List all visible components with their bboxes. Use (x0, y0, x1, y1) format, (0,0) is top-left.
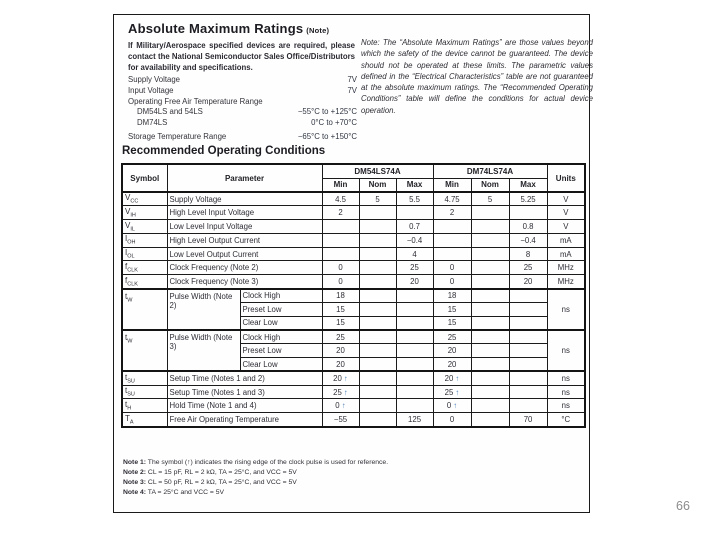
rising-edge-arrow: ↑ (343, 387, 348, 397)
rating-label: Operating Free Air Temperature Range (128, 96, 263, 106)
datasheet-scan (113, 14, 593, 513)
footnote-line: Note 1: The symbol (↑) indicates the rising edge of the clock pulse is used for reference. (123, 459, 389, 466)
value-cell (471, 316, 509, 330)
value-cell (471, 275, 509, 289)
symbol-cell: $t_{SU}$ (122, 385, 167, 399)
value-cell (471, 344, 509, 358)
header-nom-2: Nom (471, 178, 509, 192)
value-cell (359, 302, 396, 316)
value-cell: 25 (396, 261, 433, 275)
value-cell (396, 316, 433, 330)
header-row-1 (122, 164, 585, 178)
value-cell (396, 344, 433, 358)
symbol-subscript: OH (127, 240, 136, 247)
table-row (122, 247, 585, 261)
symbol-subscript: A (129, 419, 134, 426)
rating-label: DM54LS and 54LS (137, 107, 203, 117)
value-cell: 20 (433, 344, 471, 358)
symbol-subscript: IH (130, 212, 136, 219)
parameter-cell: Setup Time (Notes 1 and 2) (167, 371, 322, 385)
rating-value: −65°C to +150°C (297, 131, 357, 141)
value-cell: 5 (471, 192, 509, 206)
unit-cell: ns (547, 289, 585, 330)
value-cell: −0.4 (509, 233, 547, 247)
subparameter-cell: Clear Low (240, 316, 322, 330)
symbol-cell: $f_{CLK}$ (122, 275, 167, 289)
value-cell (396, 289, 433, 303)
value-cell: 18 (433, 289, 471, 303)
rising-edge-arrow: ↑ (341, 401, 346, 411)
rating-value: 0°C to +70°C (311, 118, 357, 128)
value-cell: 0 ↑ (322, 399, 359, 413)
roc-table-body (122, 192, 585, 427)
rating-label: Input Voltage (128, 85, 174, 95)
value-cell (471, 289, 509, 303)
value-cell: 15 (433, 316, 471, 330)
table-row (122, 275, 585, 289)
parameter-cell: Clock Frequency (Note 2) (167, 261, 322, 275)
symbol-cell: $V_{CC}$ (122, 192, 167, 206)
rising-edge-arrow: ↑ (343, 374, 348, 383)
value-cell (471, 220, 509, 234)
rating-label: Supply Voltage (128, 75, 181, 84)
value-cell (322, 247, 359, 261)
value-cell (396, 206, 433, 220)
table-row (122, 399, 585, 413)
roc-table (121, 163, 586, 428)
value-cell (359, 247, 396, 261)
amr-rating-row (128, 107, 357, 118)
header-nom-1: Nom (359, 178, 396, 192)
value-cell: 4 (396, 247, 433, 261)
parameter-cell: Pulse Width (Note 2) (167, 289, 240, 330)
value-cell (359, 358, 396, 372)
footnote-label: Note 2: (123, 469, 147, 476)
footnote-line: Note 2: CL = 15 pF, RL = 2 kΩ, TA = 25°C, and VCC = 5V (123, 469, 297, 476)
value-cell: 15 (322, 302, 359, 316)
parameter-cell: High Level Output Current (167, 233, 322, 247)
value-cell: 25 (322, 330, 359, 344)
symbol-cell: $I_{OH}$ (122, 233, 167, 247)
subparameter-cell: Preset Low (240, 344, 322, 358)
table-row (122, 371, 585, 385)
value-cell (471, 399, 509, 413)
value-cell (359, 344, 396, 358)
rating-value: 7V (347, 85, 357, 95)
symbol-cell: $I_{OL}$ (122, 247, 167, 261)
value-cell: 20 ↑ (433, 371, 471, 385)
value-cell: −0.4 (396, 233, 433, 247)
unit-cell: °C (547, 413, 585, 427)
unit-cell: mA (547, 233, 585, 247)
value-cell (509, 358, 547, 372)
symbol-cell: $t_W$ (122, 330, 167, 371)
footnote-label: Note 1: (123, 459, 147, 466)
table-row (122, 330, 585, 344)
symbol-subscript: W (127, 338, 133, 345)
value-cell (359, 371, 396, 385)
unit-cell: MHz (547, 275, 585, 289)
symbol-cell: $t_W$ (122, 289, 167, 330)
symbol-subscript: CC (130, 198, 139, 205)
subparameter-cell: Clock High (240, 330, 322, 344)
value-cell (433, 233, 471, 247)
symbol-cell: $f_{CLK}$ (122, 261, 167, 275)
unit-cell: V (547, 192, 585, 206)
header-min-1: Min (322, 178, 359, 192)
symbol-subscript: CLK (127, 267, 138, 274)
amr-rating-row (128, 75, 357, 86)
unit-cell: MHz (547, 261, 585, 275)
value-cell: 0 (433, 275, 471, 289)
value-cell (509, 206, 547, 220)
rating-label: Storage Temperature Range (128, 131, 227, 141)
rating-value: −55°C to +125°C (297, 107, 357, 117)
subparameter-cell: Clear Low (240, 358, 322, 372)
value-cell (433, 220, 471, 234)
footnote-line: Note 4: TA = 25°C and VCC = 5V (123, 489, 225, 496)
value-cell: 0 (322, 275, 359, 289)
amr-title-note: (Note) (306, 26, 330, 35)
value-cell (396, 358, 433, 372)
value-cell (471, 358, 509, 372)
symbol-cell: $t_H$ (122, 399, 167, 413)
parameter-cell: Free Air Operating Temperature (167, 413, 322, 427)
amr-rating-row (128, 118, 357, 129)
symbol-subscript: SU (127, 391, 135, 398)
value-cell (509, 302, 547, 316)
table-row (122, 385, 585, 399)
table-row (122, 413, 585, 427)
value-cell (396, 385, 433, 399)
amr-title (128, 21, 329, 36)
symbol-subscript: H (127, 405, 132, 412)
footnote-label: Note 4: (123, 489, 147, 496)
value-cell: 18 (322, 289, 359, 303)
value-cell: 0 (322, 261, 359, 275)
value-cell: 0 (433, 261, 471, 275)
header-symbol: Symbol (122, 164, 167, 192)
value-cell: 2 (433, 206, 471, 220)
parameter-cell: Low Level Input Voltage (167, 220, 322, 234)
value-cell: 25 (509, 261, 547, 275)
parameter-cell: Clock Frequency (Note 3) (167, 275, 322, 289)
value-cell: 0 (433, 413, 471, 427)
table-row (122, 233, 585, 247)
value-cell (509, 330, 547, 344)
value-cell (396, 371, 433, 385)
amr-side-note: Note: The “Absolute Maximum Ratings” are those values beyond which the safety of the device cannot be guaranteed. The device should not be operated at these limits. The parametric values defined in the “Electrical Characteristics” table are not guaranteed at the absolute maximum ratings. The “Recommended Operating Conditions” table will define the conditions for actual device operation. (361, 38, 593, 115)
subparameter-cell: Preset Low (240, 302, 322, 316)
unit-cell: ns (547, 330, 585, 371)
roc-table-header (122, 164, 585, 192)
table-row (122, 289, 585, 303)
symbol-cell: $V_{IL}$ (122, 220, 167, 234)
symbol-cell: $t_{SU}$ (122, 371, 167, 385)
unit-cell: ns (547, 371, 585, 385)
value-cell (509, 399, 547, 413)
symbol-subscript: SU (127, 378, 135, 385)
value-cell (322, 233, 359, 247)
unit-cell: ns (547, 385, 585, 399)
header-device2: DM74LS74A (433, 164, 547, 178)
value-cell: 8 (509, 247, 547, 261)
value-cell (359, 385, 396, 399)
value-cell (471, 330, 509, 344)
value-cell (359, 261, 396, 275)
value-cell: 2 (322, 206, 359, 220)
value-cell (471, 371, 509, 385)
roc-title: Recommended Operating Conditions (122, 145, 326, 157)
value-cell: 25 ↑ (322, 385, 359, 399)
page-number: 66 (676, 499, 690, 513)
rising-edge-arrow: ↑ (453, 401, 458, 411)
symbol-subscript: OL (127, 253, 135, 260)
value-cell: 20 (396, 275, 433, 289)
value-cell (359, 220, 396, 234)
value-cell (471, 413, 509, 427)
value-cell (509, 344, 547, 358)
header-min-2: Min (433, 178, 471, 192)
value-cell (509, 316, 547, 330)
value-cell: 15 (433, 302, 471, 316)
rating-label: DM74LS (137, 118, 168, 128)
value-cell (471, 247, 509, 261)
value-cell (359, 233, 396, 247)
footnote-line: Note 3: CL = 50 pF, RL = 2 kΩ, TA = 25°C, and VCC = 5V (123, 479, 297, 486)
value-cell: 25 ↑ (433, 385, 471, 399)
value-cell: 4.75 (433, 192, 471, 206)
parameter-cell: Pulse Width (Note 3) (167, 330, 240, 371)
parameter-cell: Low Level Output Current (167, 247, 322, 261)
parameter-cell: High Level Input Voltage (167, 206, 322, 220)
value-cell: 20 (433, 358, 471, 372)
value-cell: 15 (322, 316, 359, 330)
unit-cell: V (547, 220, 585, 234)
parameter-cell: Supply Voltage (167, 192, 322, 206)
value-cell (509, 371, 547, 385)
value-cell (322, 220, 359, 234)
value-cell (509, 385, 547, 399)
value-cell: 5.5 (396, 192, 433, 206)
unit-cell: V (547, 206, 585, 220)
header-parameter: Parameter (167, 164, 322, 192)
value-cell: 4.5 (322, 192, 359, 206)
value-cell: 125 (396, 413, 433, 427)
value-cell: 5.25 (509, 192, 547, 206)
value-cell (359, 289, 396, 303)
value-cell: 0 ↑ (433, 399, 471, 413)
symbol-subscript: CLK (127, 281, 138, 288)
value-cell (359, 413, 396, 427)
header-units: Units (547, 164, 585, 192)
header-max-2: Max (509, 178, 547, 192)
table-row (122, 192, 585, 206)
value-cell (359, 316, 396, 330)
symbol-subscript: IL (130, 226, 135, 233)
value-cell: 70 (509, 413, 547, 427)
header-max-1: Max (396, 178, 433, 192)
symbol-cell: $T_A$ (122, 413, 167, 427)
value-cell (471, 206, 509, 220)
rising-edge-arrow: ↑ (455, 387, 460, 397)
table-row (122, 220, 585, 234)
amr-rating-row (128, 97, 357, 108)
amr-rating-row (128, 86, 357, 97)
table-row (122, 261, 585, 275)
value-cell (509, 289, 547, 303)
amr-rating-row (128, 132, 357, 143)
value-cell (396, 399, 433, 413)
value-cell (433, 247, 471, 261)
amr-intro: If Military/Aerospace specified devices are required, please contact the National Semiconductor Sales Office/Distributors for availability and specifications. (128, 41, 355, 72)
symbol-subscript: W (127, 297, 133, 304)
value-cell (359, 330, 396, 344)
footnotes (123, 458, 388, 498)
parameter-cell: Hold Time (Note 1 and 4) (167, 399, 322, 413)
value-cell: −55 (322, 413, 359, 427)
value-cell (471, 233, 509, 247)
rising-edge-arrow: ↑ (455, 374, 460, 383)
value-cell (471, 385, 509, 399)
value-cell: 20 (509, 275, 547, 289)
unit-cell: ns (547, 399, 585, 413)
value-cell: 0.8 (509, 220, 547, 234)
table-row (122, 206, 585, 220)
value-cell (396, 330, 433, 344)
value-cell: 0.7 (396, 220, 433, 234)
value-cell (396, 302, 433, 316)
header-device1: DM54LS74A (322, 164, 433, 178)
subparameter-cell: Clock High (240, 289, 322, 303)
symbol-cell: $V_{IH}$ (122, 206, 167, 220)
value-cell (359, 275, 396, 289)
parameter-cell: Setup Time (Notes 1 and 3) (167, 385, 322, 399)
footnote-label: Note 3: (123, 479, 147, 486)
value-cell: 20 (322, 344, 359, 358)
value-cell: 20 ↑ (322, 371, 359, 385)
amr-title-text: Absolute Maximum Ratings (128, 21, 304, 36)
value-cell: 5 (359, 192, 396, 206)
rating-value: 7V (347, 75, 357, 84)
value-cell (359, 399, 396, 413)
unit-cell: mA (547, 247, 585, 261)
value-cell: 25 (433, 330, 471, 344)
value-cell (471, 261, 509, 275)
amr-ratings-list (128, 75, 357, 143)
value-cell: 20 (322, 358, 359, 372)
value-cell (359, 206, 396, 220)
value-cell (471, 302, 509, 316)
